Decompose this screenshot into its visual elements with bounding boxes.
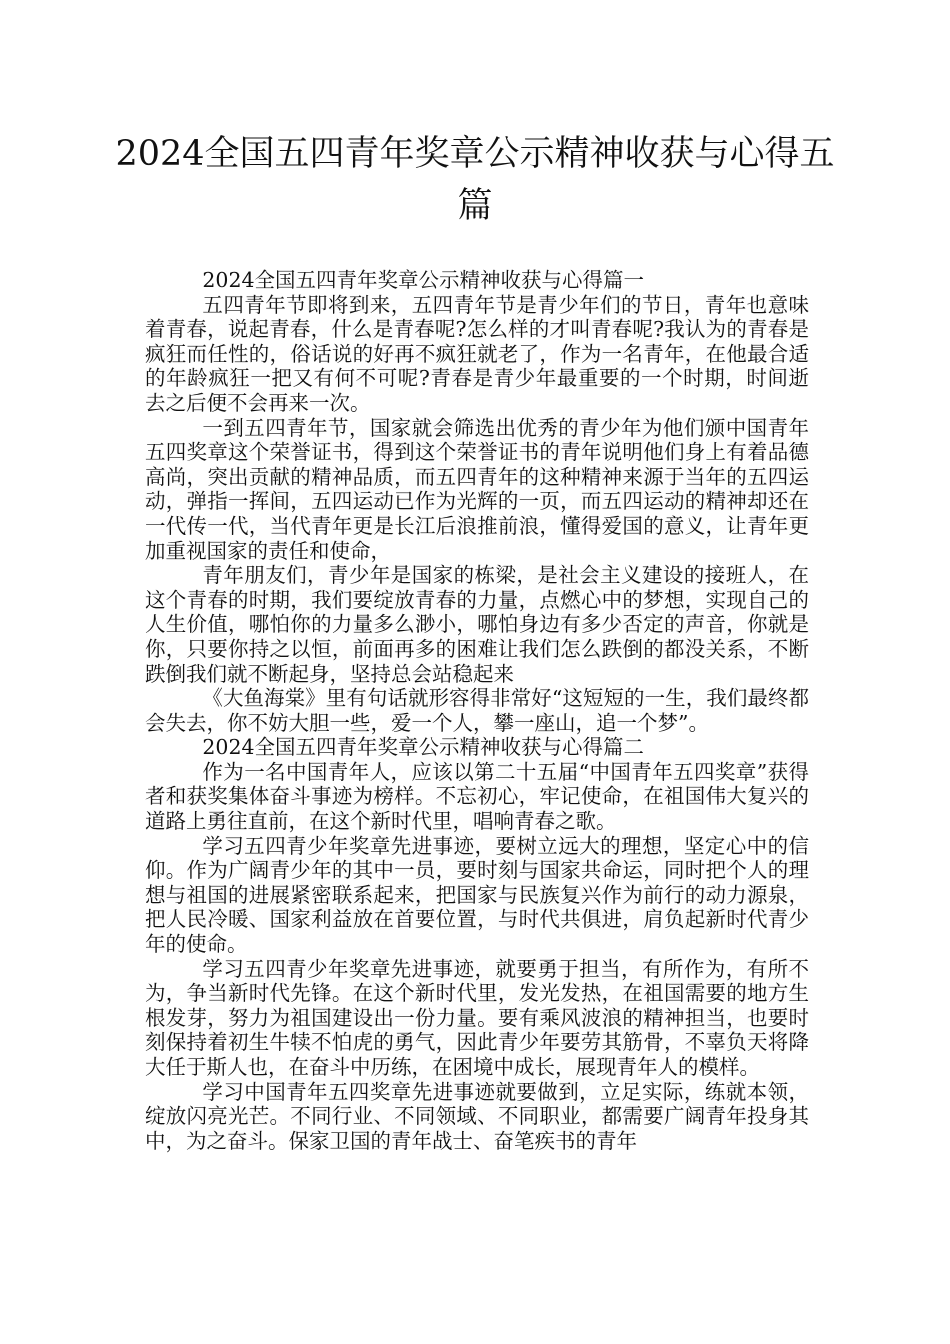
paragraph: 学习五四青少年奖章先进事迹，就要勇于担当，有所作为，有所不为，争当新时代先锋。在这个新时代里，发光发热，在祖国需要的地方生根发芽，努力为祖国建设出一份力量。要有乘风波浪的精神担当，也要时刻保持着初生牛犊不怕虎的勇气，因此青少年要劳其筋骨，不辜负天将降大任于斯人也，在奋斗中历练，在困境中成长，展现青年人的模样。 (145, 956, 809, 1079)
section-heading: 2024全国五四青年奖章公示精神收获与心得篇一 (202, 268, 645, 292)
document-body (145, 268, 809, 1153)
paragraph: 《大鱼海棠》里有句话就形容得非常好“这短短的一生，我们最终都会失去，你不妨大胆一些，爱一个人，攀一座山，追一个梦”。 (145, 686, 809, 735)
paragraph: 一到五四青年节，国家就会筛选出优秀的青少年为他们颁中国青年五四奖章这个荣誉证书，得到这个荣誉证书的青年说明他们身上有着品德高尚，突出贡献的精神品质，而五四青年的这种精神来源于当年的五四运动，弹指一挥间，五四运动已作为光辉的一页，而五四运动的精神却还在一代传一代，当代青年更是长江后浪推前浪，懂得爱国的意义，让青年更加重视国家的责任和使命， (145, 415, 809, 563)
paragraph: 学习五四青少年奖章先进事迹，要树立远大的理想，坚定心中的信仰。作为广阔青少年的其中一员，要时刻与国家共命运，同时把个人的理想与祖国的进展紧密联系起来，把国家与民族复兴作为前行的动力源泉，把人民冷暖、国家利益放在首要位置，与时代共俱进，肩负起新时代青少年的使命。 (145, 833, 809, 957)
paragraph: 五四青年节即将到来，五四青年节是青少年们的节日，青年也意味着青春，说起青春，什么是青春呢?怎么样的才叫青春呢?我认为的青春是疯狂而任性的，俗话说的好再不疯狂就老了，作为一名青年，在他最合适的年龄疯狂一把又有何不可呢?青春是青少年最重要的一个时期，时间逝去之后便不会再来一次。 (145, 292, 809, 415)
paragraph: 学习中国青年五四奖章先进事迹就要做到，立足实际，练就本领，绽放闪亮光芒。不同行业、不同领域、不同职业，都需要广阔青年投身其中，为之奋斗。保家卫国的青年战士、奋笔疾书的青年 (145, 1079, 809, 1153)
document-title: 2024全国五四青年奖章公示精神收获与心得五篇 (115, 134, 835, 226)
section-heading: 2024全国五四青年奖章公示精神收获与心得篇二 (202, 735, 645, 760)
paragraph: 青年朋友们，青少年是国家的栋梁，是社会主义建设的接班人，在这个青春的时期，我们要绽放青春的力量，点燃心中的梦想，实现自己的人生价值，哪怕你的力量多么渺小，哪怕身边有多少否定的声音，你就是你，只要你持之以恒，前面再多的困难让我们怎么跌倒的都没关系，不断跌倒我们就不断起身，坚持总会站稳起来 (145, 563, 809, 686)
paragraph: 作为一名中国青年人，应该以第二十五届“中国青年五四奖章”获得者和获奖集体奋斗事迹为榜样。不忘初心，牢记使命，在祖国伟大复兴的道路上勇往直前，在这个新时代里，唱响青春之歌。 (145, 759, 809, 834)
